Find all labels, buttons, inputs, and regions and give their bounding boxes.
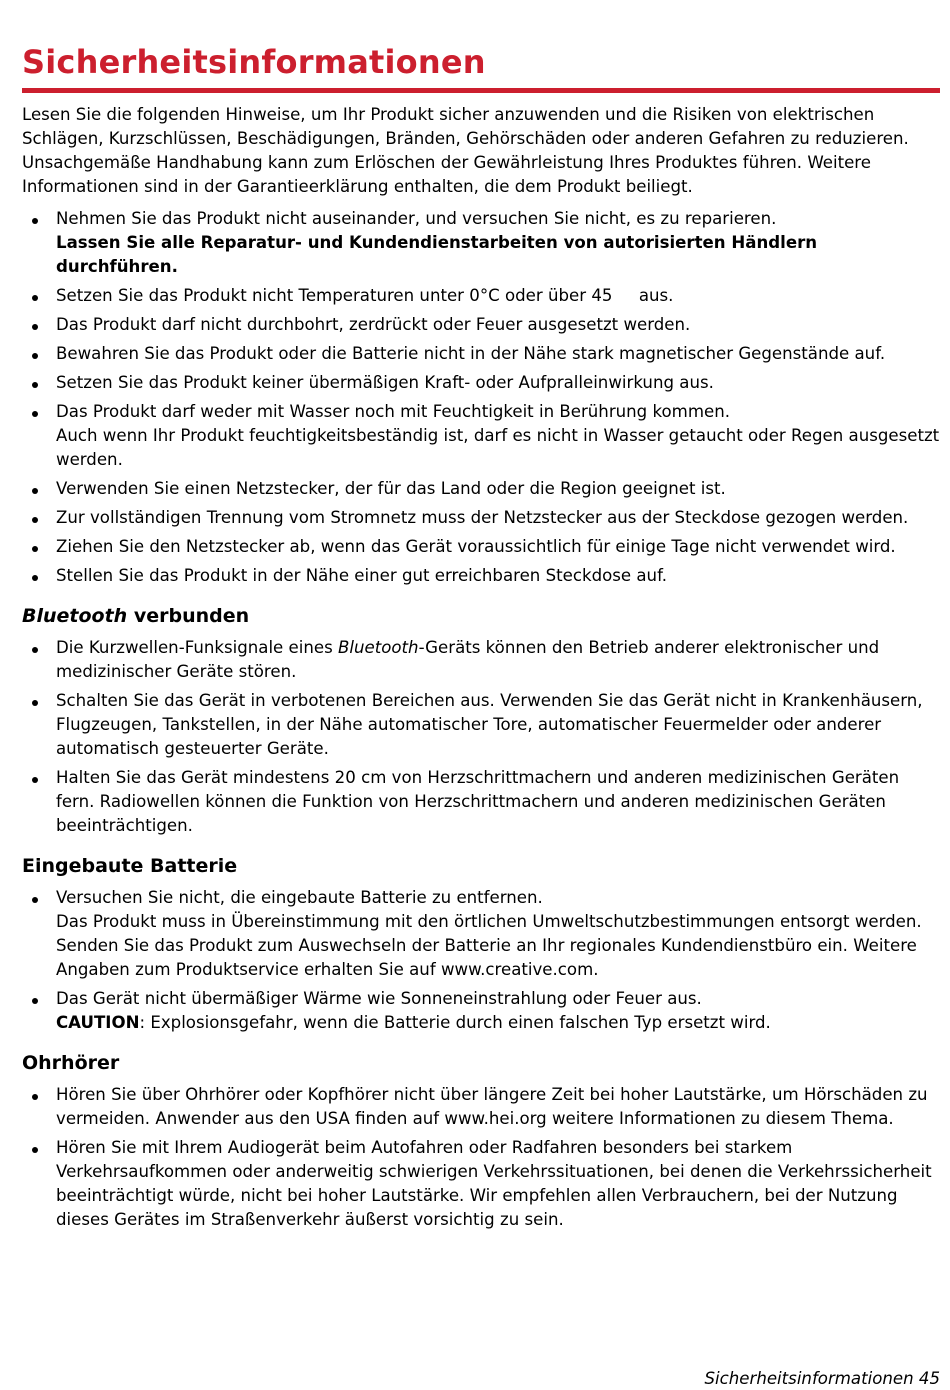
list-item [22, 535, 940, 559]
list-item-text: Auch wenn Ihr Produkt feuchtigkeitsbeständig ist, darf es nicht in Wasser getaucht oder Regen ausgesetzt werden. [56, 426, 940, 469]
bullet-icon [32, 218, 38, 224]
heading-italic: Bluetooth [22, 605, 128, 627]
list-item-text: Das Produkt darf weder mit Wasser noch mit Feuchtigkeit in Berührung kommen. [56, 402, 730, 421]
list-item-text: Verwenden Sie einen Netzstecker, der für das Land oder die Region geeignet ist. [56, 479, 726, 498]
title-divider [22, 88, 940, 93]
list-item-text: Bewahren Sie das Produkt oder die Batterie nicht in der Nähe stark magnetischer Gegenstände auf. [56, 344, 886, 363]
page-title: Sicherheitsinformationen [22, 43, 486, 81]
bullet-icon [32, 1094, 38, 1100]
list-item-text: Setzen Sie das Produkt keiner übermäßigen Kraft- oder Aufpralleinwirkung aus. [56, 373, 714, 392]
bullet-icon [32, 517, 38, 523]
caution-text: : Explosionsgefahr, wenn die Batterie durch einen falschen Typ ersetzt wird. [139, 1013, 771, 1032]
list-item-text: Das Gerät nicht übermäßiger Wärme wie Sonneneinstrahlung oder Feuer aus. [56, 989, 702, 1008]
bullet-icon [32, 324, 38, 330]
list-item-emphasis: Lassen Sie alle Reparatur- und Kundendienstarbeiten von autorisierten Händlern durchführen. [56, 233, 818, 276]
list-item-text: Die Kurzwellen-Funksignale eines [56, 638, 339, 657]
intro-paragraph: Lesen Sie die folgenden Hinweise, um Ihr Produkt sicher anzuwenden und die Risiken von elektrischen Schlägen, Kurzschlüssen, Beschädigungen, Bränden, Gehörschäden oder anderen Gefahren zu reduzieren. Unsachgemäße Handhabung kann zum Erlöschen der Gewährleistung Ihres Produktes führen. Weitere Informationen sind in der Garantieerklärung enthalten, die dem Produkt beiliegt. [22, 105, 909, 196]
bullet-icon [32, 295, 38, 301]
bullet-icon [32, 546, 38, 552]
page-footer: Sicherheitsinformationen 45 [704, 1369, 940, 1388]
list-item-text: Hören Sie mit Ihrem Audiogerät beim Autofahren oder Radfahren besonders bei starkem Verkehrsaufkommen oder anderweitig schwierigen Verkehrssituationen, bei denen die Verkehrssicherheit beeinträchtigt würde, nicht bei hoher Lautstärke. Wir empfehlen allen Verbrauchern, bei der Nutzung dieses Gerätes im Straßenverkehr äußerst vorsichtig zu sein. [56, 1138, 932, 1229]
list-item [22, 1136, 940, 1232]
section-heading-battery: Eingebaute Batterie [22, 855, 238, 877]
list-item [22, 886, 940, 982]
bluetooth-list [22, 636, 940, 838]
list-item [22, 477, 940, 501]
bullet-icon [32, 411, 38, 417]
bullet-icon [32, 897, 38, 903]
bullet-icon [32, 353, 38, 359]
bullet-icon [32, 998, 38, 1004]
list-item [22, 1083, 940, 1131]
bullet-icon [32, 575, 38, 581]
headphones-list [22, 1083, 940, 1232]
list-item [22, 313, 940, 337]
list-item-text: -Geräts können den Betrieb anderer elektronischer und medizinischer Geräte stören. [56, 638, 880, 681]
list-item [22, 400, 940, 472]
section-heading-bluetooth [22, 602, 940, 630]
list-item-italic: Bluetooth [338, 638, 419, 657]
heading-text: verbunden [127, 605, 250, 627]
section-heading-headphones: Ohrhörer [22, 1052, 120, 1074]
battery-list [22, 886, 940, 1035]
list-item [22, 564, 940, 588]
list-item-text: Schalten Sie das Gerät in verbotenen Bereichen aus. Verwenden Sie das Gerät nicht in Krankenhäusern, Flugzeugen, Tankstellen, in der Nähe automatischer Tore, automatischer Feuermelder oder anderer automatisch gesteuerter Geräte. [56, 691, 923, 758]
list-item [22, 371, 940, 395]
bullet-icon [32, 647, 38, 653]
bullet-icon [32, 488, 38, 494]
list-item [22, 284, 940, 308]
list-item [22, 987, 940, 1035]
list-item-text: Setzen Sie das Produkt nicht Temperaturen unter 0°C oder über 45 aus. [56, 286, 674, 305]
caution-label: CAUTION [56, 1013, 140, 1032]
list-item-text: Halten Sie das Gerät mindestens 20 cm von Herzschrittmachern und anderen medizinischen Geräten fern. Radiowellen können die Funktion von Herzschrittmachern und anderen medizinischen Geräten beeinträchtigen. [56, 768, 900, 835]
list-item-text: Nehmen Sie das Produkt nicht auseinander, und versuchen Sie nicht, es zu reparieren. [56, 209, 777, 228]
list-item-text: Hören Sie über Ohrhörer oder Kopfhörer nicht über längere Zeit bei hoher Lautstärke, um Hörschäden zu vermeiden. Anwender aus den USA finden auf www.hei.org weitere Informationen zu diesem Thema. [56, 1085, 928, 1128]
list-item-text: Versuchen Sie nicht, die eingebaute Batterie zu entfernen. [56, 888, 543, 907]
list-item-text: Zur vollständigen Trennung vom Stromnetz muss der Netzstecker aus der Steckdose gezogen werden. [56, 508, 909, 527]
bullet-icon [32, 1147, 38, 1153]
list-item [22, 506, 940, 530]
list-item-text: Stellen Sie das Produkt in der Nähe einer gut erreichbaren Steckdose auf. [56, 566, 667, 585]
list-item [22, 207, 940, 279]
bullet-icon [32, 700, 38, 706]
list-item [22, 689, 940, 761]
document-page [22, 40, 940, 1237]
list-item-text: Ziehen Sie den Netzstecker ab, wenn das Gerät voraussichtlich für einige Tage nicht verwendet wird. [56, 537, 896, 556]
list-item [22, 636, 940, 684]
caution-line [56, 1011, 940, 1035]
bullet-icon [32, 777, 38, 783]
list-item [22, 766, 940, 838]
general-safety-list [22, 207, 940, 588]
list-item-text: Das Produkt muss in Übereinstimmung mit den örtlichen Umweltschutzbestimmungen entsorgt werden. Senden Sie das Produkt zum Auswechseln der Batterie an Ihr regionales Kundendienstbüro ein. Weitere Angaben zum Produktservice erhalten Sie auf www.creative.com. [56, 912, 922, 979]
bullet-icon [32, 382, 38, 388]
list-item [22, 342, 940, 366]
list-item-text: Das Produkt darf nicht durchbohrt, zerdrückt oder Feuer ausgesetzt werden. [56, 315, 691, 334]
